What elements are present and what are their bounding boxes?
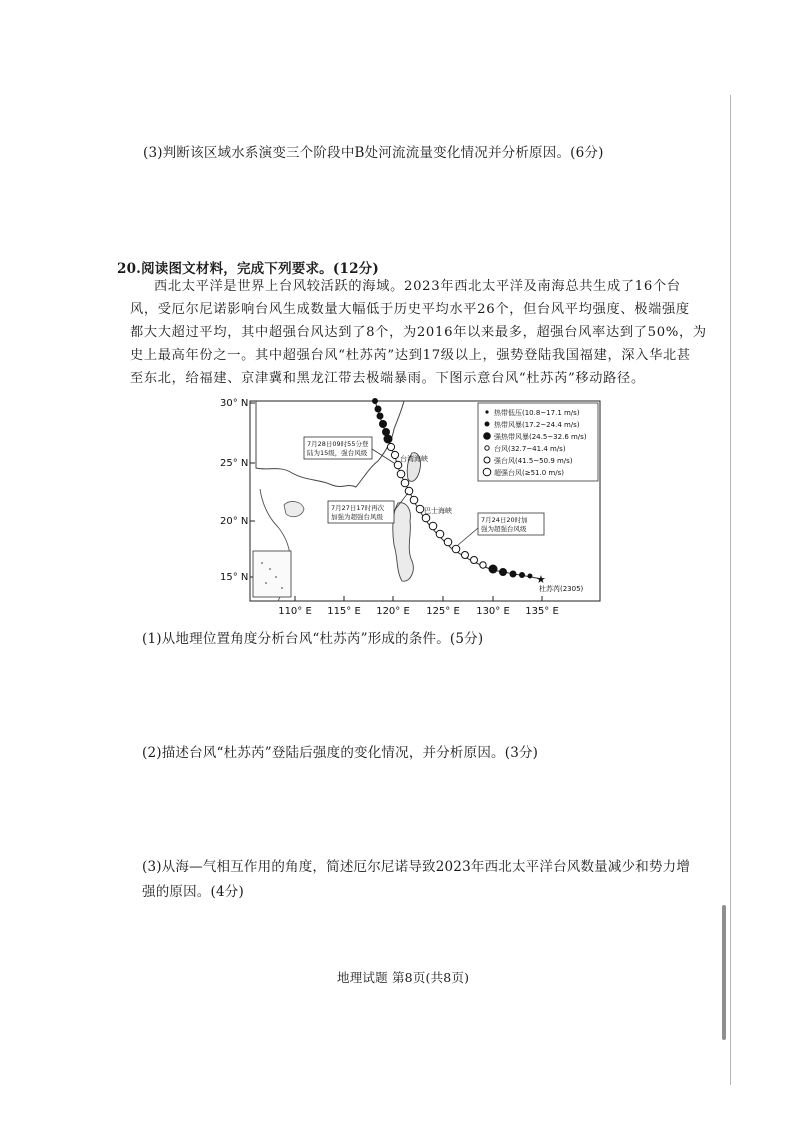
callout-text: 7月27日17时再次 [331,504,385,512]
lon-label: 125° E [426,606,460,617]
lat-label: 30° N [220,398,249,409]
south-china-sea-inset [253,551,291,597]
q20-part3-line2: 强的原因。(4分) [142,884,244,900]
q20-part3-line1: (3)从海—气相互作用的角度，简述厄尔尼诺导致2023年西北太平洋台风数量减少和势力增 [142,859,691,875]
lat-label: 15° N [220,572,249,583]
q20-title: 20.阅读图文材料，完成下列要求。(12分) [117,261,379,277]
legend-item: 台风(32.7~41.4 m/s) [494,445,566,453]
callout-text: 7月28日09时55分登 [307,440,369,448]
legend-item: 超强台风(≥51.0 m/s) [494,469,564,477]
lon-label: 135° E [525,606,559,617]
lon-label: 130° E [476,606,510,617]
passage-line: 西北太平洋是世界上台风较活跃的海域。2023年西北太平洋及南海总共生成了16个台 [154,279,681,294]
typhoon-track-map [220,393,622,618]
passage-line: 都大大超过平均，其中超强台风达到了8个，为2016年以来最多，超强台风率达到了50%，为 [130,325,707,340]
storm-name-label: 杜苏芮(2305) [539,585,584,593]
passage-line: 史上最高年份之一。其中超强台风“杜苏芮”达到17级以上，强势登陆我国福建，深入华北甚 [130,348,691,363]
passage-line: 至东北，给福建、京津冀和黑龙江带去极端暴雨。下图示意台风“杜苏芮”移动路径。 [130,371,645,386]
map-legend [478,403,598,481]
lon-label: 110° E [278,606,312,617]
legend-item: 强台风(41.5~50.9 m/s) [494,457,573,465]
callout-text: 7月24日20时加 [481,516,528,524]
hainan-island [284,502,304,517]
page-footer: 地理试题 第8页(共8页) [337,970,470,985]
lon-label: 115° E [327,606,361,617]
svg-text:★: ★ [536,573,546,586]
callout-text: 强为超强台风级 [481,525,527,533]
legend-item: 热带风暴(17.2~24.4 m/s) [494,421,580,429]
scrollbar-thumb[interactable] [722,905,726,1040]
q20-part1: (1)从地理位置角度分析台风“杜苏芮”形成的条件。(5分) [142,631,484,647]
place-label: 巴士海峡 [424,507,452,515]
legend-item: 强热带风暴(24.5~32.6 m/s) [494,433,587,441]
legend-item: 热带低压(10.8~17.1 m/s) [494,409,580,417]
callout-text: 陆为15级，强台风级 [307,449,368,457]
callout-text: 加强为超强台风级 [331,513,383,521]
page-edge-line [730,95,731,1085]
q19-part3: (3)判断该区域水系演变三个阶段中B处河流流量变化情况并分析原因。(6分) [143,145,604,161]
lat-label: 25° N [220,458,249,469]
lat-label: 20° N [220,516,249,527]
lon-label: 120° E [376,606,410,617]
q20-passage [130,275,707,390]
place-label: 台湾海峡 [400,455,428,463]
q20-part2: (2)描述台风“杜苏芮”登陆后强度的变化情况，并分析原因。(3分) [142,745,539,761]
passage-line: 风，受厄尔尼诺影响台风生成数量大幅低于历史平均水平26个，但台风平均强度、极端强度 [130,302,690,317]
map-svg [220,393,622,618]
